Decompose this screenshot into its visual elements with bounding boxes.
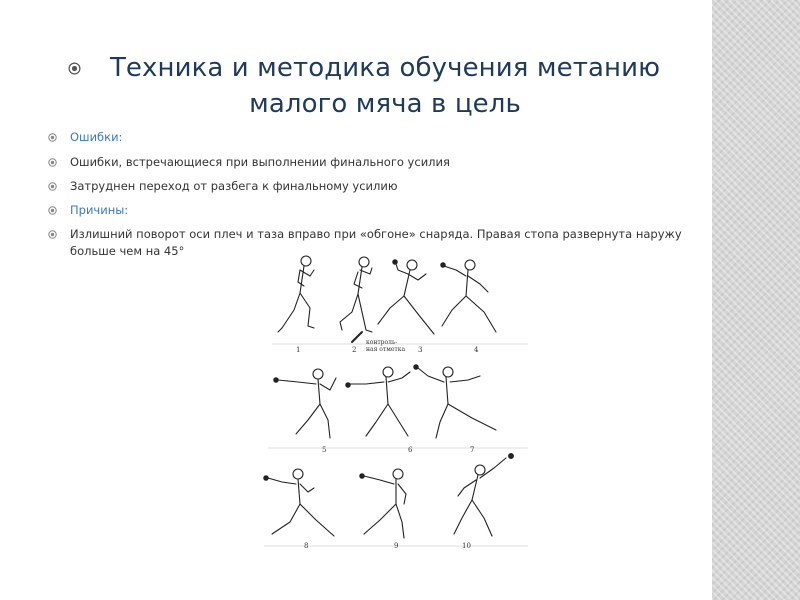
- control-mark-label: ная отметка: [366, 346, 406, 353]
- bullet-icon: [48, 206, 57, 215]
- athlete-figure-10: [454, 454, 513, 536]
- athlete-figure-6: [346, 367, 410, 436]
- frame-number: 1: [296, 346, 301, 354]
- frame-number: 6: [408, 446, 413, 454]
- frame-number: 3: [418, 346, 423, 354]
- athlete-figure-4: [441, 260, 496, 332]
- frame-number: 9: [394, 542, 399, 550]
- athlete-figure-9: [360, 469, 406, 538]
- bullet-text: Излишний поворот оси плеч и таза вправо при «обгоне» снаряда. Правая стопа развернута наружу больше чем на 45°: [70, 227, 682, 258]
- throwing-phases-illustration: [258, 248, 540, 556]
- bullet-item: [44, 129, 704, 146]
- bullet-list: [44, 129, 704, 260]
- athlete-figure-7: [414, 365, 496, 438]
- bullet-icon: [48, 158, 57, 167]
- title-container: [60, 50, 710, 122]
- bullet-text: Ошибки:: [70, 130, 123, 144]
- control-mark-label: контроль-: [366, 339, 398, 346]
- athlete-figure-8: [264, 469, 334, 536]
- bullet-icon: [48, 182, 57, 191]
- slide-title: Техника и методика обучения метанию малого мяча в цель: [109, 53, 661, 119]
- throwing-technique-figure: [258, 248, 540, 556]
- bullet-item: [44, 202, 704, 219]
- bullet-icon: [48, 230, 57, 239]
- athlete-figure-5: [274, 369, 336, 438]
- bullet-item: [44, 154, 704, 171]
- frame-number: 5: [322, 446, 327, 454]
- bullet-text: Затруднен переход от разбега к финальному усилию: [70, 179, 398, 193]
- bullet-icon: [48, 133, 57, 142]
- decorative-side-band: [712, 0, 800, 600]
- frame-number: 2: [352, 346, 357, 354]
- frame-number: 4: [474, 346, 479, 354]
- bullet-text: Причины:: [70, 203, 129, 217]
- frame-number: 8: [304, 542, 309, 550]
- frame-number: 10: [462, 542, 471, 550]
- athlete-figure-2: [340, 257, 372, 342]
- athlete-figure-1: [278, 256, 314, 332]
- bullet-text: Ошибки, встречающиеся при выполнении финального усилия: [70, 155, 450, 169]
- frame-number: 7: [470, 446, 475, 454]
- bullet-item: [44, 178, 704, 195]
- athlete-figure-3: [378, 260, 434, 334]
